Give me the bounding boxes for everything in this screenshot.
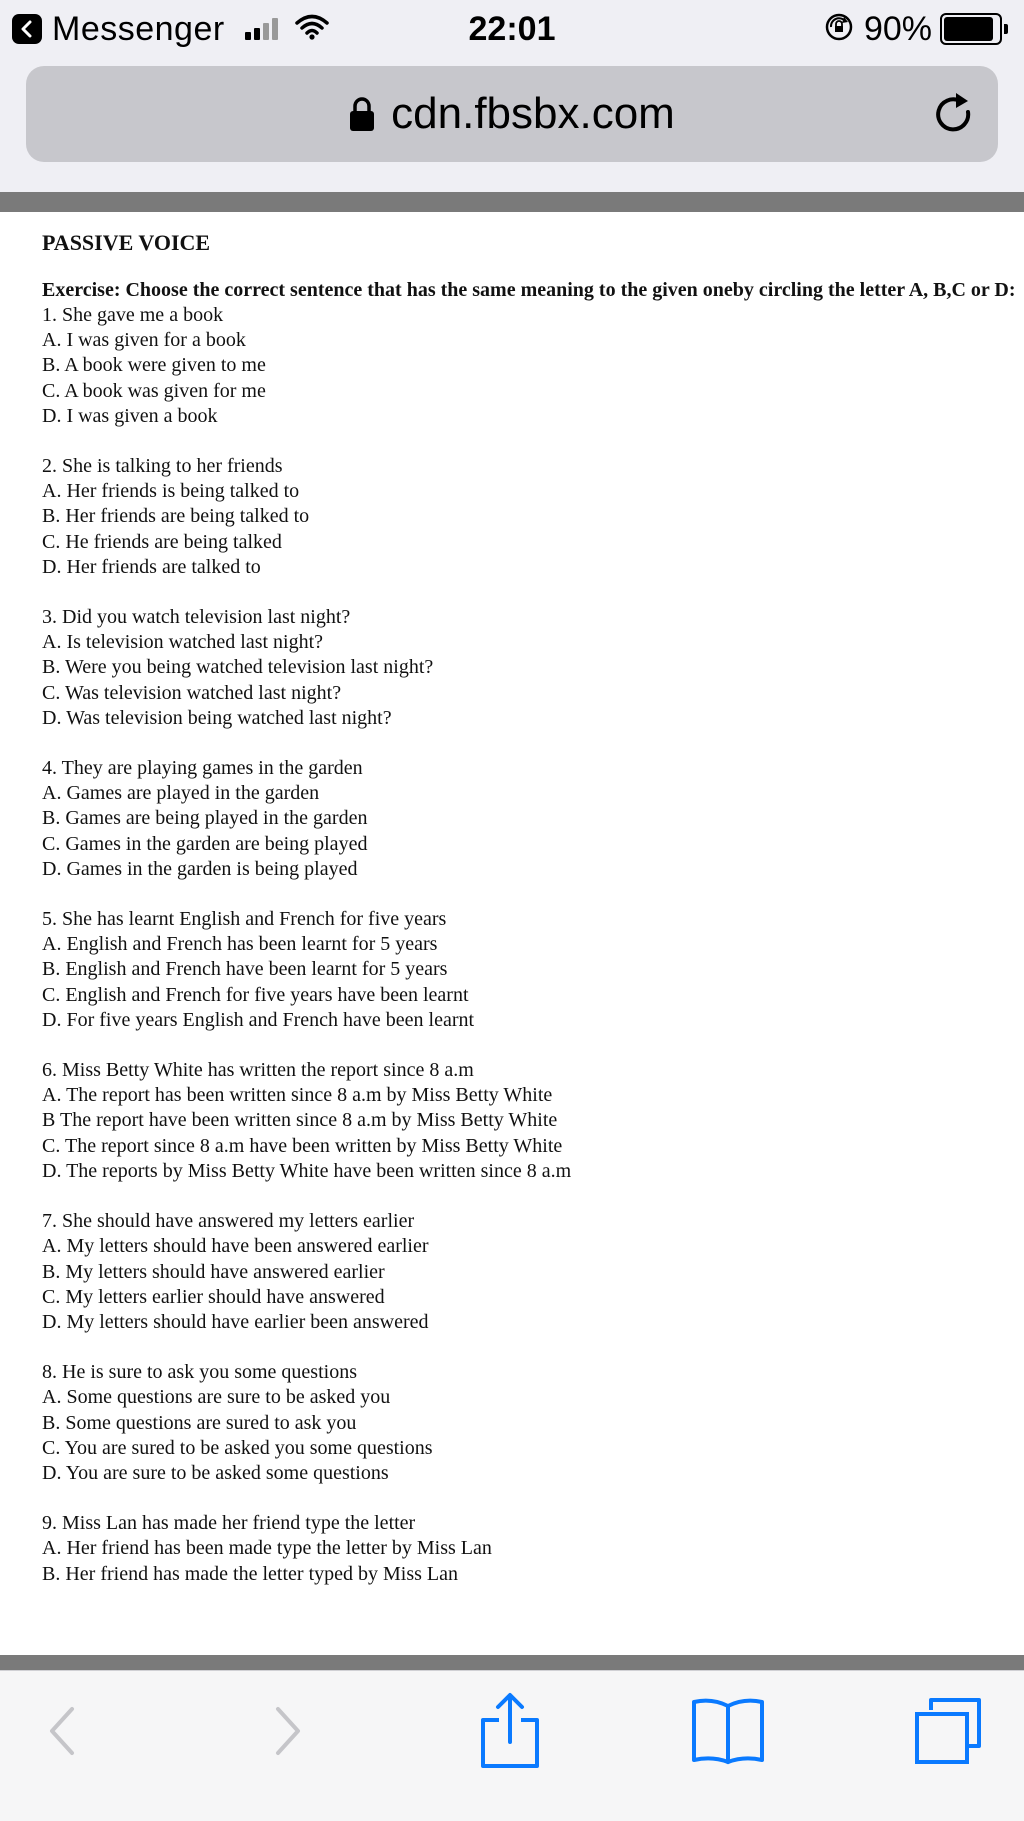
answer-option: A. Some questions are sure to be asked you (42, 1386, 391, 1409)
document-title: PASSIVE VOICE (42, 230, 211, 255)
question-prompt: 2. She is talking to her friends (42, 455, 283, 478)
battery-fill (944, 17, 993, 41)
question-3 (42, 605, 1022, 731)
answer-option: B. Her friend has made the letter typed by Miss Lan (42, 1562, 458, 1585)
answer-option: B. Some questions are sured to ask you (42, 1411, 357, 1434)
answer-option: A. Games are played in the garden (42, 782, 320, 805)
answer-option: C. A book was given for me (42, 379, 266, 402)
question-6 (42, 1058, 1022, 1184)
answer-option: C. He friends are being talked (42, 530, 282, 553)
question-4 (42, 756, 1022, 882)
tabs-icon[interactable] (908, 1691, 988, 1771)
answer-option: B. Games are being played in the garden (42, 807, 368, 830)
answer-option: D. Was television being watched last night? (42, 706, 392, 729)
answer-option: B. Were you being watched television last night? (42, 656, 434, 679)
question-prompt: 5. She has learnt English and French for five years (42, 908, 447, 931)
answer-option: C. English and French for five years have been learnt (42, 983, 469, 1006)
url-text: cdn.fbsbx.com (391, 89, 675, 138)
question-2 (42, 454, 1022, 580)
question-prompt: 8. He is sure to ask you some questions (42, 1361, 357, 1384)
answer-option: B. Her friends are being talked to (42, 505, 310, 528)
answer-option: C. Was television watched last night? (42, 681, 342, 704)
reload-icon[interactable] (930, 90, 978, 138)
answer-option: A. My letters should have been answered earlier (42, 1235, 429, 1258)
orientation-lock-icon (824, 12, 854, 47)
question-prompt: 9. Miss Lan has made her friend type the letter (42, 1512, 416, 1535)
answer-option: A. The report has been written since 8 a.m by Miss Betty White (42, 1084, 553, 1107)
share-icon[interactable] (470, 1691, 550, 1771)
question-prompt: 3. Did you watch television last night? (42, 606, 351, 629)
pdf-viewer[interactable] (0, 192, 1024, 1670)
answer-option: D. You are sure to be asked some questions (42, 1461, 389, 1484)
answer-option: B The report have been written since 8 a.m by Miss Betty White (42, 1109, 558, 1132)
answer-option: C. You are sured to be asked you some questions (42, 1436, 433, 1459)
question-prompt: 7. She should have answered my letters earlier (42, 1210, 415, 1233)
answer-option: A. Her friend has been made type the letter by Miss Lan (42, 1537, 492, 1560)
lock-icon (349, 96, 375, 132)
browser-chrome (0, 58, 1024, 192)
bottom-toolbar (0, 1670, 1024, 1821)
question-list (42, 303, 1022, 1587)
answer-option: D. My letters should have earlier been answered (42, 1310, 429, 1333)
back-icon[interactable] (22, 1691, 102, 1771)
status-bar (0, 0, 1024, 58)
answer-option: D. Games in the garden is being played (42, 857, 358, 880)
forward-icon[interactable] (248, 1691, 328, 1771)
answer-option: A. Her friends is being talked to (42, 480, 300, 503)
answer-option: B. A book were given to me (42, 354, 266, 377)
question-7 (42, 1209, 1022, 1335)
answer-option: D. The reports by Miss Betty White have been written since 8 a.m (42, 1159, 572, 1182)
answer-option: C. My letters earlier should have answered (42, 1285, 385, 1308)
question-prompt: 6. Miss Betty White has written the report since 8 a.m (42, 1059, 474, 1082)
bookmarks-icon[interactable] (688, 1691, 768, 1771)
answer-option: A. English and French has been learnt for 5 years (42, 933, 438, 956)
address-bar[interactable] (26, 66, 998, 162)
document-page (0, 212, 1024, 1655)
document-body (42, 228, 1022, 1612)
question-9 (42, 1511, 1022, 1587)
battery-icon (940, 13, 1008, 45)
question-5 (42, 907, 1022, 1033)
answer-option: D. I was given a book (42, 404, 218, 427)
back-app-label: Messenger (52, 9, 225, 48)
exercise-instructions: Exercise: Choose the correct sentence that has the same meaning to the given oneby circling the letter A, B,C or D: (42, 279, 1016, 301)
question-8 (42, 1360, 1022, 1486)
answer-option: B. My letters should have answered earlier (42, 1260, 385, 1283)
question-prompt: 1. She gave me a book (42, 304, 224, 326)
answer-option: D. Her friends are talked to (42, 555, 261, 578)
answer-option: A. Is television watched last night? (42, 631, 324, 654)
answer-option: B. English and French have been learnt for 5 years (42, 958, 448, 981)
question-prompt: 4. They are playing games in the garden (42, 757, 363, 780)
answer-option: D. For five years English and French have been learnt (42, 1008, 475, 1031)
answer-option: C. The report since 8 a.m have been written by Miss Betty White (42, 1134, 563, 1157)
question-1 (42, 303, 1022, 429)
status-time: 22:01 (468, 10, 556, 48)
answer-option: C. Games in the garden are being played (42, 832, 368, 855)
answer-option: A. I was given for a book (42, 329, 246, 352)
status-right-group (824, 8, 1008, 50)
battery-percent: 90% (863, 9, 932, 48)
